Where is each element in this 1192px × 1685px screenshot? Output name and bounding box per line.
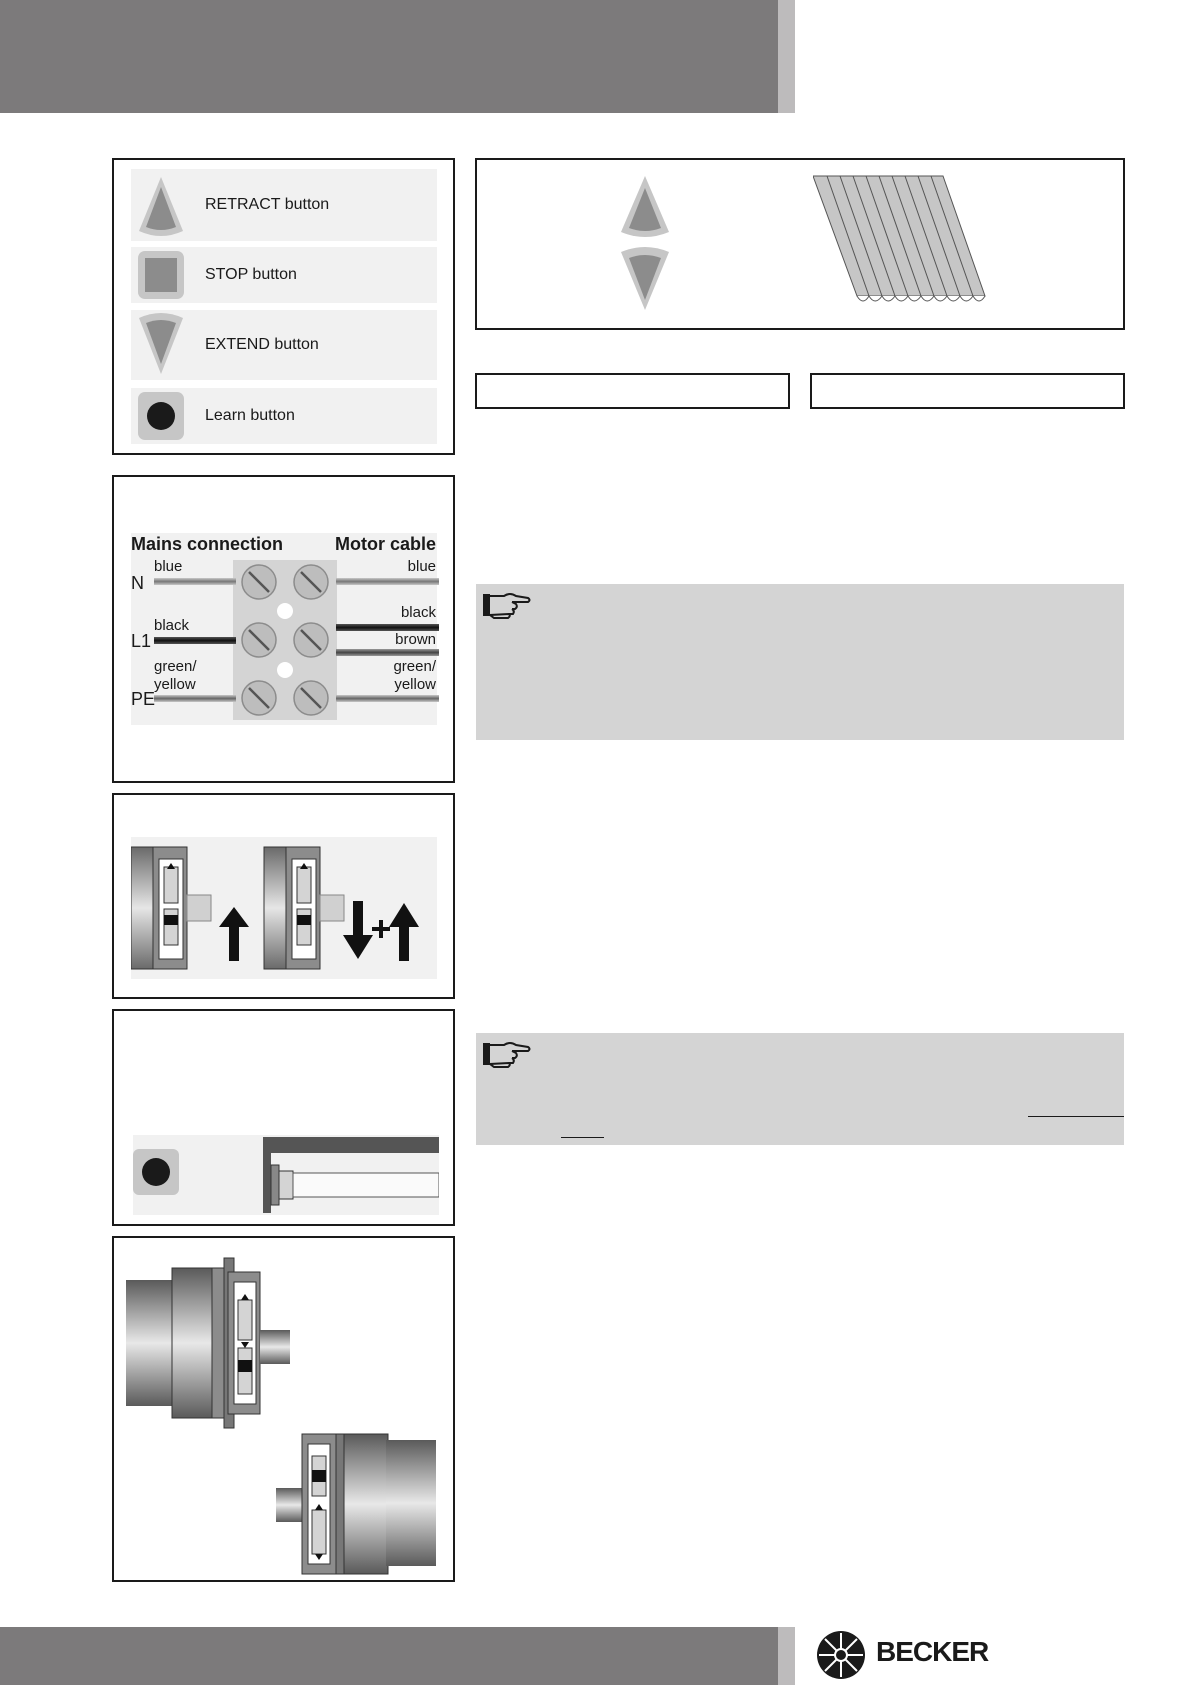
motor-label-brown: brown [395, 631, 436, 648]
underline-mark-2 [561, 1137, 604, 1138]
header-bar-edge [778, 0, 795, 113]
motor-wire-brown [336, 649, 439, 656]
motor-label-black: black [400, 604, 436, 621]
learn-label: Learn button [205, 407, 295, 424]
note-box-2 [476, 1033, 1124, 1145]
note-box-1 [476, 584, 1124, 740]
pleated-blind-icon [813, 174, 993, 314]
mains-wire-n [154, 578, 236, 585]
pointing-hand-icon [482, 590, 532, 620]
mains-label-yellow: yellow [154, 676, 196, 693]
button-legend-panel [112, 158, 455, 455]
retract-icon [135, 169, 187, 241]
motor-heads-illustration [131, 837, 437, 979]
motor-header: Motor cable [334, 534, 436, 554]
stop-row [131, 247, 437, 303]
brand-name: BECKER [876, 1636, 989, 1667]
mains-wire-l1 [154, 637, 236, 644]
wiring-panel [112, 475, 455, 783]
stop-icon [135, 247, 187, 303]
stop-label: STOP button [205, 266, 297, 283]
terminal-n: N [131, 573, 144, 593]
motor-label-blue: blue [407, 558, 436, 575]
motor-wire-black [336, 624, 439, 631]
up-down-buttons-icon [617, 172, 673, 312]
terminal-screws [233, 560, 337, 720]
motor-switch-panel [112, 793, 455, 999]
mains-label-blue: blue [154, 558, 183, 575]
learn-panel [112, 1009, 455, 1226]
extend-label: EXTEND button [205, 336, 319, 353]
pointing-hand-icon [482, 1039, 532, 1069]
heading-box-right [810, 373, 1125, 409]
motor-label-green: green/ [393, 658, 436, 675]
header-bar [0, 0, 778, 113]
learn-row [131, 388, 437, 444]
terminal-pe: PE [131, 689, 156, 709]
motor-orientation-illustration [114, 1238, 453, 1580]
footer-bar-edge [778, 1627, 795, 1685]
mains-label-black: black [154, 617, 190, 634]
learn-tube-illustration [133, 1135, 439, 1215]
learn-icon [135, 388, 187, 444]
blind-panel [475, 158, 1125, 330]
terminal-l1: L1 [131, 631, 152, 651]
extend-icon [135, 310, 187, 380]
motor-wire-n [336, 578, 439, 585]
mains-header: Mains connection [131, 534, 284, 554]
extend-row [131, 310, 437, 380]
footer-bar [0, 1627, 778, 1685]
underline-mark-1 [1028, 1116, 1124, 1117]
mains-wire-pe [154, 695, 236, 702]
retract-label: RETRACT button [205, 196, 330, 213]
retract-row [131, 169, 437, 241]
becker-logo [814, 1628, 868, 1682]
motor-heads-panel [112, 1236, 455, 1582]
heading-box-left [475, 373, 790, 409]
mains-label-green: green/ [154, 658, 197, 675]
motor-wire-pe [336, 695, 439, 702]
motor-label-yellow: yellow [394, 676, 436, 693]
